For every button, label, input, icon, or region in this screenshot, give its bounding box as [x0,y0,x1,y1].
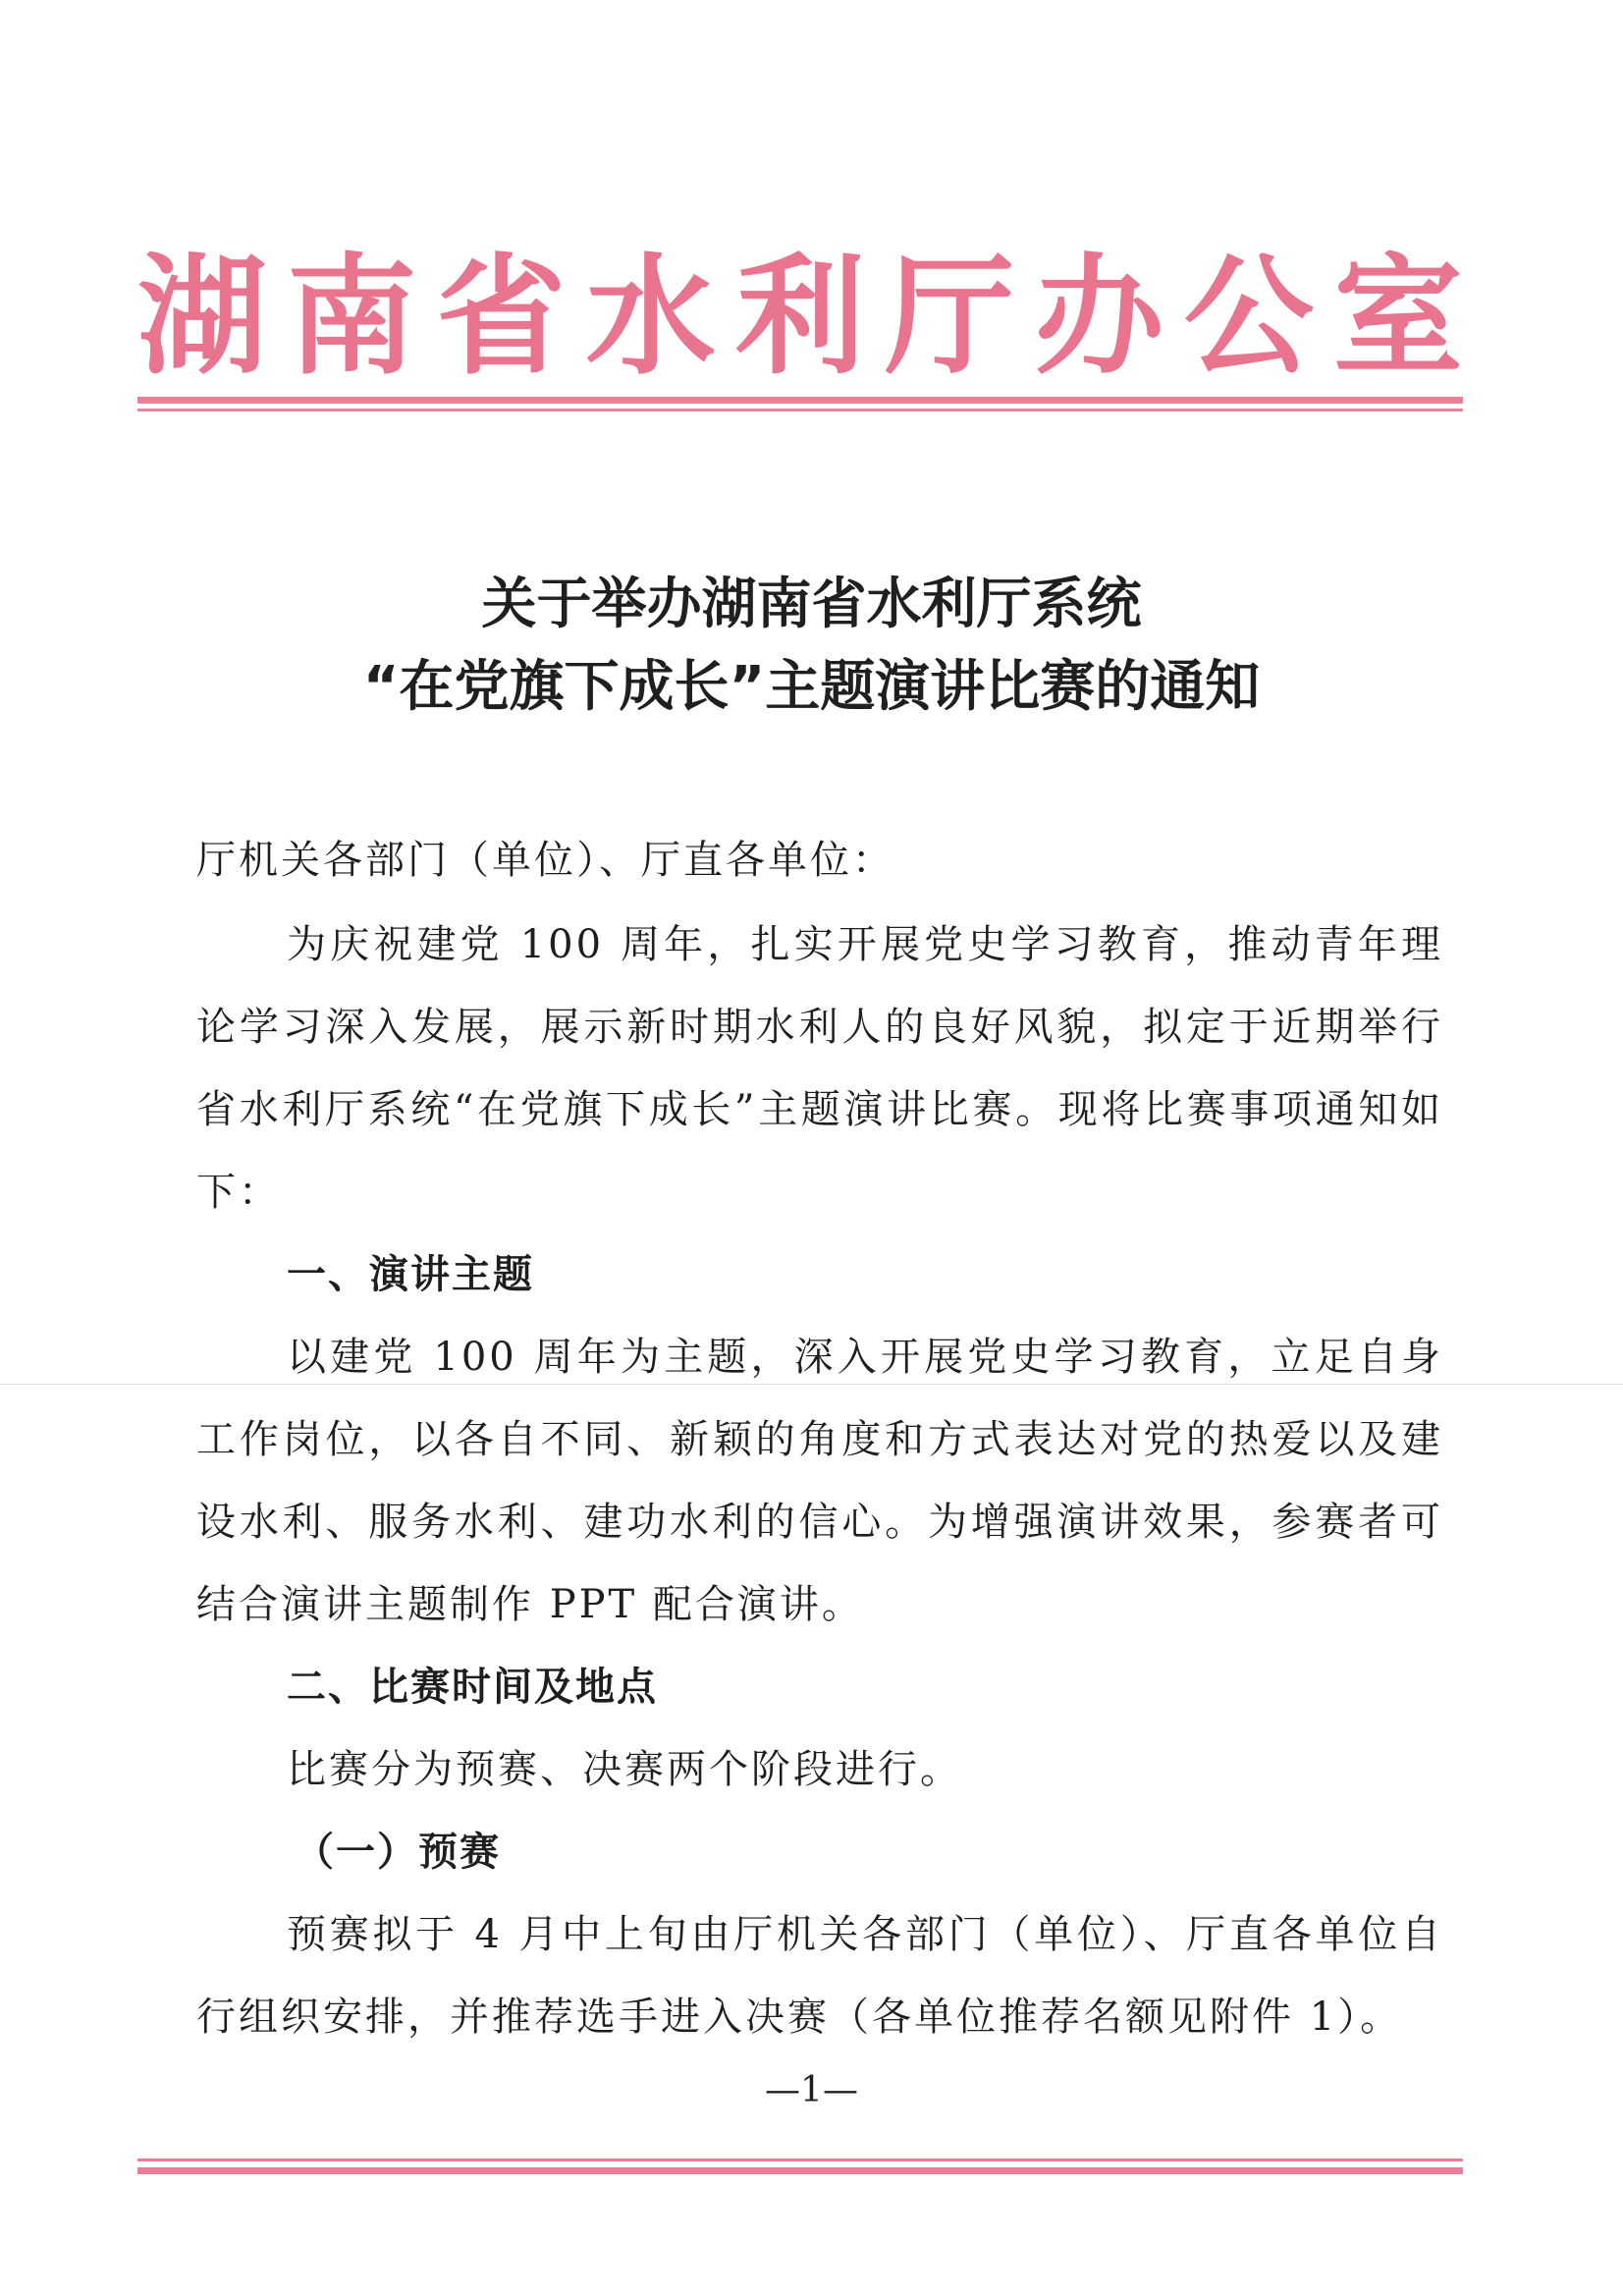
page-number: —1— [765,2070,858,2110]
letterhead-char: 南 [287,242,417,393]
letterhead-char: 湖 [137,242,267,393]
letterhead-char: 室 [1333,242,1463,393]
document-title-line-1: 关于举办湖南省水利厅系统 [481,573,1142,636]
subsection-body-preliminary: 预赛拟于 4 月中上旬由厅机关各部门（单位）、厅直各单位自行组织安排，并推荐选手进入决赛（各单位推荐名额见附件 1）。 [196,1912,1443,2040]
letterhead-char: 厅 [885,242,1015,393]
letterhead-rule-thin [137,409,1463,411]
scan-fold-line [0,1384,1623,1385]
letterhead-title [137,244,1463,391]
subsection-heading-preliminary: （一）预赛 [295,1830,501,1875]
section-body-theme: 以建党 100 周年为主题，深入开展党史学习教育，立足自身工作岗位，以各自不同、新颖的角度和方式表达对党的热爱以及建设水利、服务水利、建功水利的信心。为增强演讲效果，参赛者可结合演讲主题制作 PPT 配合演讲。 [196,1335,1443,1627]
document-title-line-2: “在党旗下成长”主题演讲比赛的通知 [362,655,1261,719]
letterhead-char: 办 [1034,242,1164,393]
letterhead-char: 省 [436,242,567,393]
letterhead-char: 公 [1183,242,1314,393]
section-heading-time-place: 二、比赛时间及地点 [287,1665,658,1710]
salutation: 厅机关各部门（单位）、厅直各单位： [196,838,894,883]
section-heading-theme: 一、演讲主题 [287,1252,534,1297]
intro-paragraph: 为庆祝建党 100 周年，扎实开展党史学习教育，推动青年理论学习深入发展，展示新时期水利人的良好风貌，拟定于近期举行省水利厅系统“在党旗下成长”主题演讲比赛。现将比赛事项通知如下： [196,922,1443,1215]
letterhead-char: 水 [585,242,716,393]
letterhead-char: 利 [735,242,865,393]
letterhead-rule-thick [137,397,1463,404]
footer-rule-thick [137,2167,1463,2174]
section-body-time-place: 比赛分为预赛、决赛两个阶段进行。 [287,1747,962,1792]
footer-rule-thin [137,2159,1463,2161]
